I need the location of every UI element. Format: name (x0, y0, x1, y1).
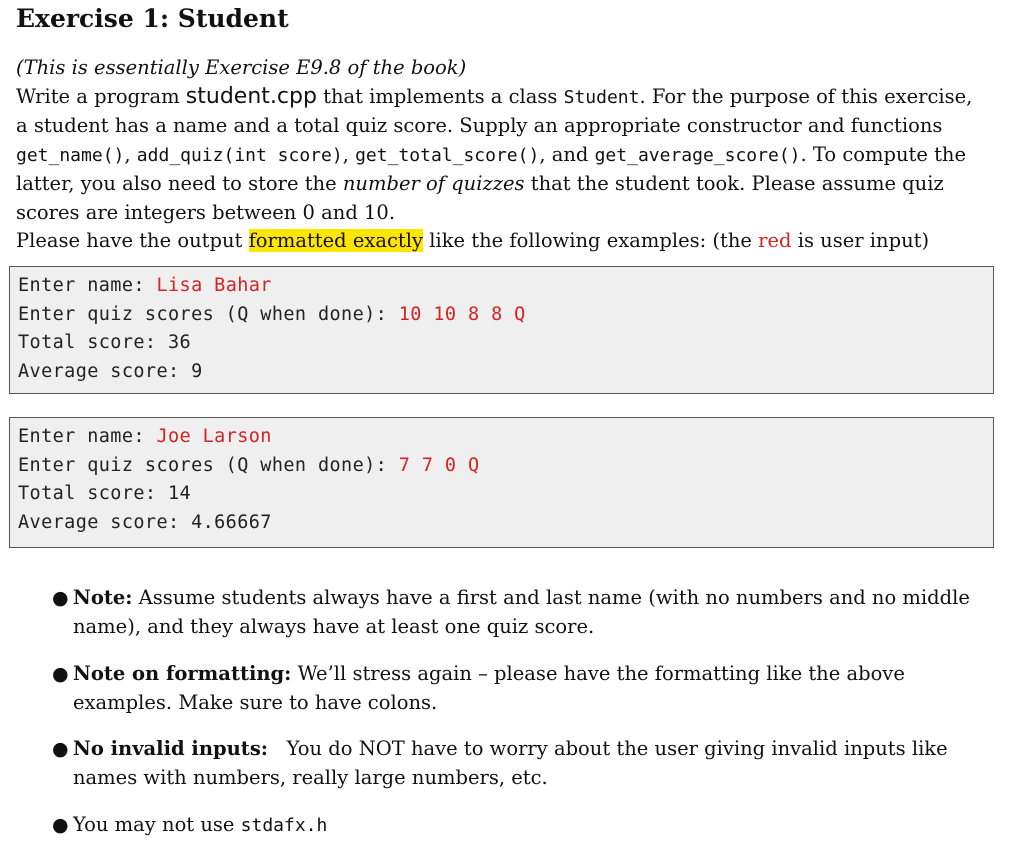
function-add-quiz: add_quiz(int score) (136, 144, 343, 166)
list-item (52, 660, 988, 717)
separator: , (124, 142, 137, 166)
note-text: Assume students always have a first and last name (with no numbers and no middle name), and they always have at least one quiz score. (73, 586, 970, 638)
separator: , and (539, 142, 595, 166)
console-prompt: Enter name: (18, 275, 157, 296)
separator: , (342, 142, 356, 166)
note-text: We’ll stress again – please have the formatting like the above examples. Make sure to have colons. (73, 662, 905, 714)
note-label: Note on formatting: (73, 662, 292, 685)
bullet-icon: ● (52, 587, 69, 609)
function-get-name: get_name() (16, 144, 125, 166)
bullet-icon: ● (52, 663, 69, 685)
highlighted-phrase: formatted exactly (248, 229, 424, 252)
console-output: Average score: 9 (18, 361, 203, 383)
bullet-icon: ● (52, 814, 69, 836)
console-prompt: Enter quiz scores (Q when done): (18, 303, 399, 325)
red-word: red (758, 229, 792, 252)
console-line (18, 509, 993, 538)
list-item (52, 584, 988, 641)
console-line (18, 452, 993, 481)
user-input: Lisa Bahar (156, 275, 272, 296)
console-output: Total score: 14 (18, 483, 192, 505)
format-text: Please have the output (16, 229, 249, 252)
intro-paragraph (16, 54, 988, 256)
console-line (18, 329, 993, 358)
function-get-average-score: get_average_score() (594, 144, 801, 166)
note-text: You do NOT have to worry about the user giving invalid inputs like names with numbers, really large numbers, etc. (73, 737, 954, 789)
console-line (18, 358, 993, 387)
example-output-box-2 (9, 417, 994, 548)
console-output: Total score: 36 (18, 332, 192, 354)
list-item (52, 811, 988, 841)
note-label: No invalid inputs: (73, 737, 268, 760)
console-output: Average score: 4.66667 (18, 512, 272, 534)
intro-text: Write a program (16, 84, 186, 108)
intro-text: that the student took. Please assume quiz scores are integers between 0 and 10. (16, 172, 944, 224)
stdafx-filename: stdafx.h (240, 815, 328, 836)
example-output-box-1 (9, 266, 994, 394)
console-line (18, 272, 993, 301)
bullet-icon: ● (52, 738, 69, 760)
user-input: Joe Larson (156, 426, 272, 447)
book-reference-note: (This is essentially Exercise E9.8 of the book) (16, 56, 467, 79)
format-text: like the following examples: (the (423, 229, 759, 252)
console-line (18, 301, 993, 330)
user-input: 7 7 0 Q (398, 454, 480, 476)
format-text: is user input) (791, 229, 930, 252)
intro-text: that implements a class (316, 84, 564, 108)
console-prompt: Enter name: (18, 426, 157, 447)
class-name: Student (563, 86, 640, 108)
intro-text: . For the purpose of this exercise, a student has a name and a total quiz score. Supply an appropriate constructor and functions (16, 84, 973, 137)
exercise-heading: Exercise 1: Student (16, 4, 289, 33)
console-prompt: Enter quiz scores (Q when done): (18, 454, 399, 476)
note-text: You may not use (73, 813, 241, 836)
note-label: Note: (73, 586, 133, 609)
list-item (52, 735, 988, 792)
intro-text: . To compute the latter, you also need to store the (16, 142, 967, 195)
console-line (18, 423, 993, 452)
user-input: 10 10 8 8 Q (398, 303, 526, 325)
console-line (18, 480, 993, 509)
program-name: student.cpp (185, 83, 317, 109)
function-get-total-score: get_total_score() (355, 144, 540, 166)
number-of-quizzes-emphasis: number of quizzes (342, 172, 525, 195)
